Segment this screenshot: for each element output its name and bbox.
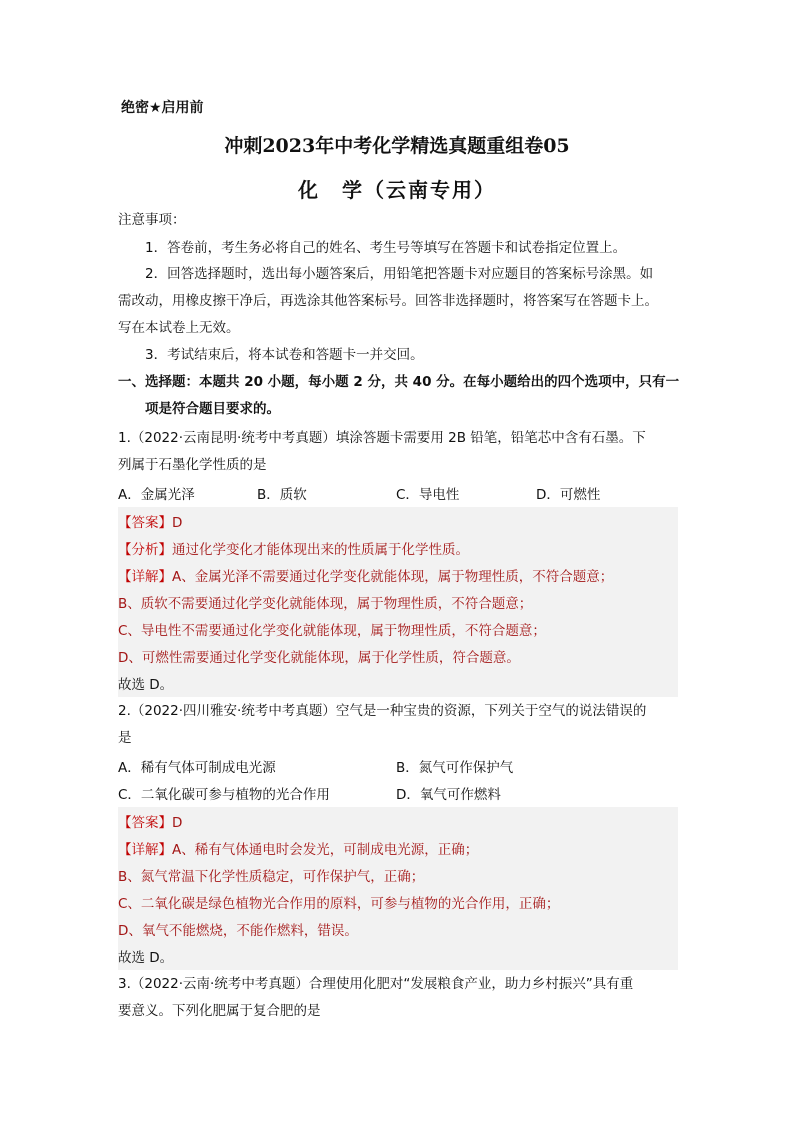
notice-item-3: 3．考试结束后，将本试卷和答题卡一并交回。 [145,347,424,363]
q2-conclusion: 故选 D。 [118,950,174,966]
q2-answer-value: D [172,815,183,831]
q2-answer-tag: 【答案】 [118,815,172,831]
q2-answer-box [118,807,678,970]
q2-detail-a: A、稀有气体通电时会发光，可制成电光源，正确； [172,842,479,858]
q1-option-d: D．可燃性 [536,487,601,503]
q1-option-c: C．导电性 [396,487,460,503]
q3-stem-2: 要意义。下列化肥属于复合肥的是 [118,1003,321,1019]
q1-analysis-text: 通过化学变化才能体现出来的性质属于化学性质。 [172,542,469,558]
q2-detail-b: B、氮气常温下化学性质稳定，可作保护气，正确； [118,869,425,885]
q1-detail-d: D、可燃性需要通过化学变化就能体现，属于化学性质，符合题意。 [118,650,520,666]
q1-detail [118,565,613,585]
notice-item-2a: 2．回答选择题时，选出每小题答案后，用铅笔把答题卡对应题目的答案标号涂黑。如 [145,266,654,282]
notice-label: 注意事项： [118,212,186,228]
q2-option-c: C．二氧化碳可参与植物的光合作用 [118,787,330,803]
q1-detail-a: A、金属光泽不需要通过化学变化就能体现，属于物理性质，不符合题意； [172,569,614,585]
q1-analysis [118,538,469,558]
q2-detail-tag: 【详解】 [118,842,172,858]
q1-detail-b: B、质软不需要通过化学变化就能体现，属于物理性质，不符合题意； [118,596,533,612]
q2-option-b: B．氮气可作保护气 [396,760,514,776]
q1-analysis-tag: 【分析】 [118,542,172,558]
q1-conclusion: 故选 D。 [118,677,174,693]
notice-item-2b: 需改动，用橡皮擦干净后，再选涂其他答案标号。回答非选择题时，将答案写在答题卡上。 [118,293,658,309]
q2-detail-d: D、氧气不能燃烧，不能作燃料，错误。 [118,923,358,939]
q1-answer-value: D [172,515,183,531]
q1-answer-tag: 【答案】 [118,515,172,531]
q2-option-d: D．氧气可作燃料 [396,787,501,803]
q1-detail-tag: 【详解】 [118,569,172,585]
q1-option-a: A．金属光泽 [118,487,195,503]
q2-answer [118,811,182,831]
notice-item-1: 1．答卷前，考生务必将自己的姓名、考生号等填写在答题卡和试卷指定位置上。 [145,240,627,256]
q2-option-a: A．稀有气体可制成电光源 [118,760,276,776]
q1-option-b: B．质软 [257,487,307,503]
q3-stem-1: 3.（2022·云南·统考中考真题）合理使用化肥对“发展粮食产业，助力乡村振兴”具有重 [118,976,634,992]
q1-answer [118,511,182,531]
section-heading-1: 一、选择题：本题共 20 小题，每小题 2 分，共 40 分。在每小题给出的四个选项中，只有一 [118,374,680,390]
q2-stem-2: 是 [118,730,132,746]
page-subtitle: 化 学（云南专用） [298,178,496,202]
page-title: 冲刺2023年中考化学精选真题重组卷05 [224,135,570,157]
secret-label: 绝密★启用前 [121,100,204,116]
q2-detail [118,838,478,858]
q1-stem-2: 列属于石墨化学性质的是 [118,457,267,473]
q1-detail-c: C、导电性不需要通过化学变化就能体现，属于物理性质，不符合题意； [118,623,546,639]
section-heading-2: 项是符合题目要求的。 [145,401,280,417]
q2-detail-c: C、二氧化碳是绿色植物光合作用的原料，可参与植物的光合作用，正确； [118,896,560,912]
q1-stem-1: 1.（2022·云南昆明·统考中考真题）填涂答题卡需要用 2B 铅笔，铅笔芯中含有石墨。下 [118,430,646,446]
q2-stem-1: 2.（2022·四川雅安·统考中考真题）空气是一种宝贵的资源，下列关于空气的说法错误的 [118,703,647,719]
notice-item-2c: 写在本试卷上无效。 [118,320,240,336]
